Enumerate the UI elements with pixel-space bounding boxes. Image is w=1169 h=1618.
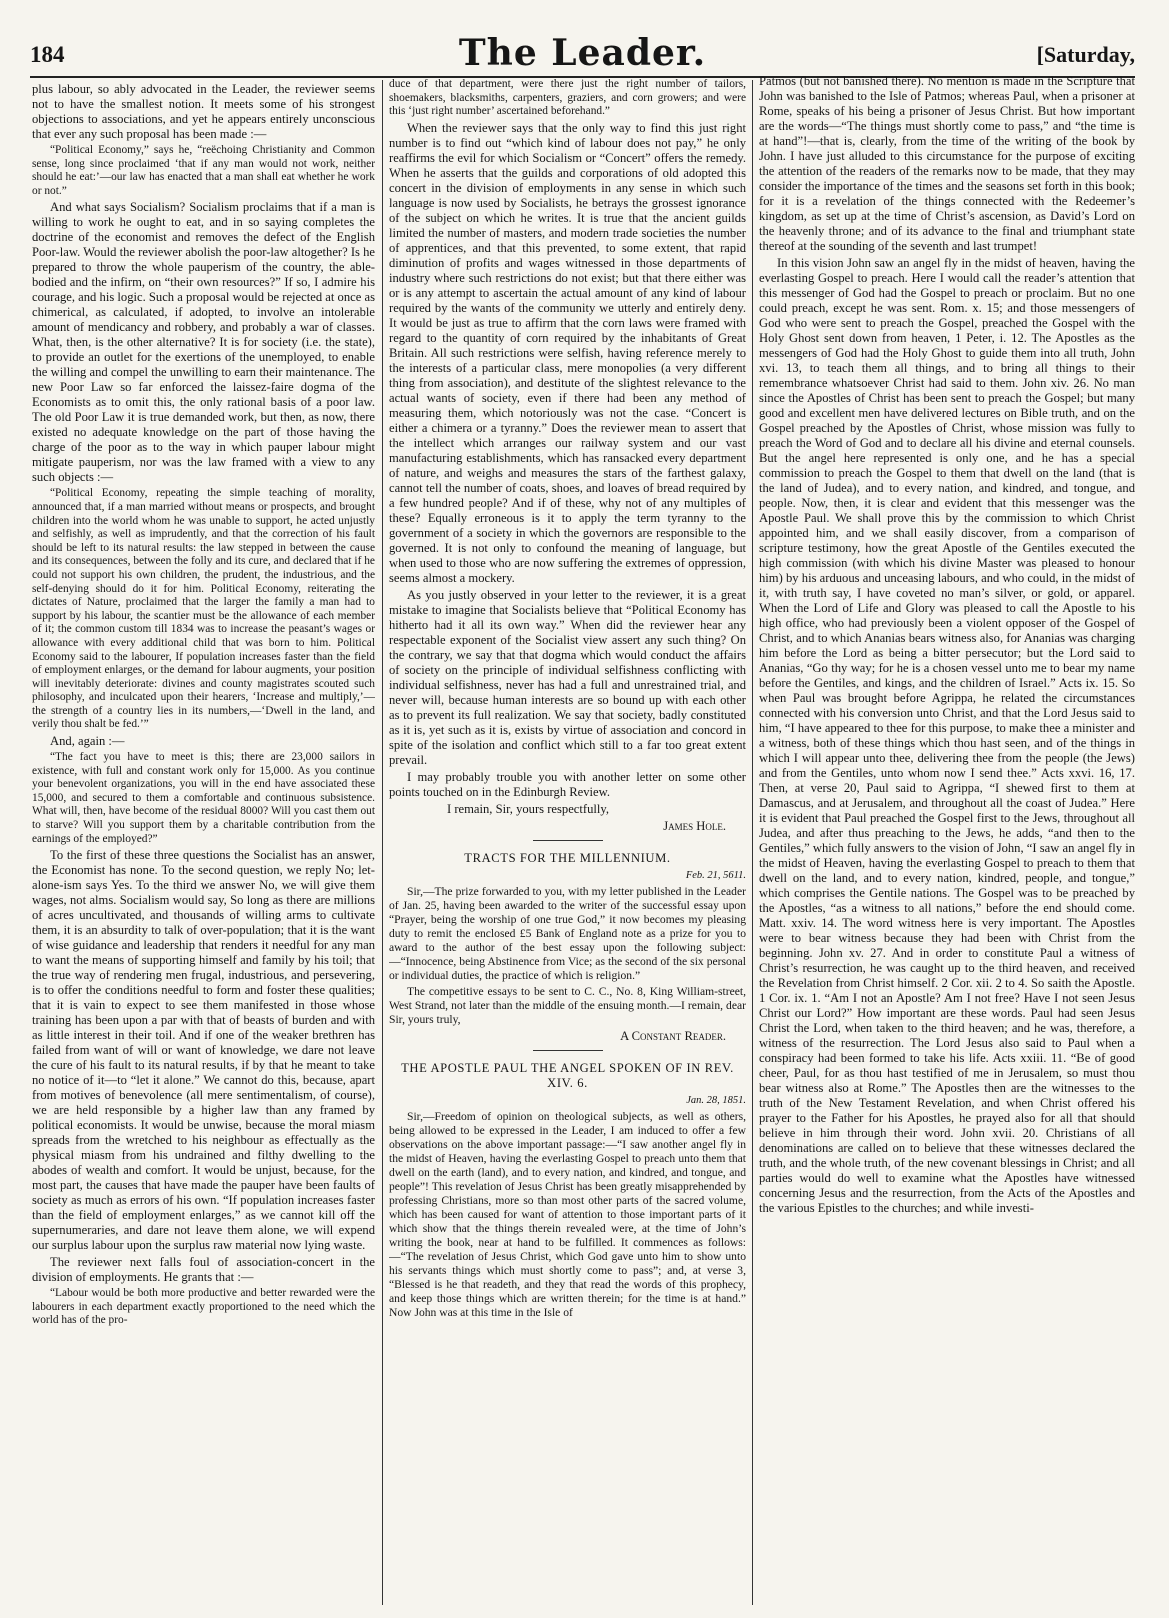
article-date: Feb. 21, 5611. <box>685 869 746 881</box>
column-3 <box>759 74 1135 1604</box>
column-1 <box>32 82 375 1602</box>
article-date: Jan. 28, 1851. <box>686 1094 746 1106</box>
paragraph: The competitive essays to be sent to C. C., No. 8, King William-street, West Strand, not later than the middle of the ensuing month.—I remain, dear Sir, yours truly, <box>389 984 746 1026</box>
paragraph: Sir,—The prize forwarded to you, with my letter published in the Leader of Jan. 25, having been awarded to the writer of the successful essay upon “Prayer, being the worship of one true God,” it now becomes my pleasing duty to remit the enclosed £5 Bank of England note as a prize for you to award to the author of the best essay upon the following subject:—“Innocence, being Abstinence from Vice; as the second of the six personal or individual duties, the practice of which is religion.” <box>389 884 746 982</box>
paragraph: When the reviewer says that the only way to find this just right number is to find out “which kind of labour does not pay,” he only reaffirms the evil for which Socialism or “Concert” offers the remedy. When he asserts that the guilds and corporations of old adopted this concert in the division of employments in any sense in which such language is now used by Socialists, he betrays the grossest ignorance of the subject on which he writes. It is true that the ancient guilds limited the number of masters, and modern trade societies the number of apprentices, and that this prevented, to some extent, that rapid diminution of profits and wages witnessed in those departments of industry where such restrictions do not exist; but that there either was or is any attempt to ascertain the actual amount of any kind of labour required by the wants of the community we utterly and entirely deny. It would be just as true to affirm that the corn laws were framed with regard to the quantity of corn required by the inhabitants of Great Britain. All such restrictions were selfish, having reference merely to the interests of a particular class, mere monopolies (a very different thing from association), and destitute of the slightest relevance to the actual wants of society, even if there had been any method of measuring them, which notoriously was not the case. “Concert is either a chimera or a tyranny.” Does the reviewer mean to assert that the intellect which arranges our railway system and our vast manufacturing establishments, which has ransacked every department of nature, and weighs and measures the stars of the farthest galaxy, cannot tell the number of coats, shoes, and loaves of bread required by a few hundred people? And if of these, why not of any multiples of these? Equally erroneous is it to apply the term tyranny to the government of a society in which the governors are responsible to the governed. It is not only to confound the meaning of language, but when used to those who are now suffering the extremes of oppression, seems almost a mockery. <box>389 120 746 585</box>
signature-constant-reader: A Constant Reader. <box>620 1028 726 1043</box>
paragraph: And what says Socialism? Socialism proclaims that if a man is willing to work he ought to eat, and in so saying completes the doctrine of the economist and removes the defect of the English Poor-law. Would the reviewer abolish the poor-law altogether? Is he prepared to throw the whole pauperism of the country, the able-bodied and the infirm, on “their own resources?” If so, I admire his courage, and his logic. Such a proposal would be rejected at once as chimerical, as calculated, if adopted, to involve an intolerable amount of mendicancy and robbery, and probably a war of classes. What, then, is the other alternative? It is for society (i.e. the state), to provide an outlet for the exertions of the unemployed, to enable the willing and compel the unwilling to earn their maintenance. The new Poor Law so far enforced the laissez-faire dogma of the Economists as to omit this, the only rational basis of a poor law. The old Poor Law it is true demanded work, but then, as now, there existed no adequate knowledge on the part of those having the charge of the poor as to the way in which pauper labour might mitigate pauperism, nor was the law framed with a view to any such objects :— <box>32 200 375 485</box>
section-separator <box>533 840 603 841</box>
paragraph: In this vision John saw an angel fly in the midst of heaven, having the everlasting Gospel to preach. Here I would call the reader’s attention that this messenger of God had the Gospel to preach or proclaim. But no one could preach, except he was sent. Rom. x. 15; and those messengers of God who were sent to preach the Gospel, preached the Gospel with the Holy Ghost sent down from heaven, 1 Peter, i. 12. The Apostles as the messengers of God had the Holy Ghost to guide them into all truth, John xvi. 13, to teach them all things, and to bring all things to their remembrance whatsoever Christ had said to them. John xiv. 26. No man since the Apostles of Christ has been sent to preach the Gospel; but many good and excellent men have delivered lectures on Bible truth, and on the Gospel preached by the Apostles of Christ, whose mission was fully to preach the Word of God and to declare all his divine and eternal counsels. But the angel here represented is only one, and he has a special commission to preach the Gospel to them that dwell on the land (that is the land of Judea), and to every nation, and kindred, and tongue, and people. Now, then, it is clear and evident that this messenger was the Apostle Paul. We shall prove this by the commission to which Christ appointed him, and we shall easily discover, from a comparison of scripture testimony, how the great Apostle of the Gentiles executed the high commission (with which his divine Master was pleased to honour him) by his arduous and unceasing labours, and who could, in the midst of it, with truth say, I have coveted no man’s silver, or gold, or apparel. When the Lord of Life and Glory was pleased to call the Apostle to his high office, who had previously been a violent opposer of the Gospel of Christ, and to which Ananias bears witness also, for Ananias was charging him before the Lord as being a bitter persecutor; but the Lord said to Ananias, “Go thy way; for he is a chosen vessel unto me to bear my name before the Gentiles, and kings, and the children of Israel.” Acts ix. 15. So when Paul was brought before Agrippa, he related the circumstances connected with his conversion unto Christ, and that the Lord Jesus said to him, “I have appeared to thee for this purpose, to make thee a minister and a witness, both of these things which thou hast seen, and of the things in which I will appear unto thee, delivering thee from the people (the Jews) and from the Gentiles, unto whom now I send thee.” Acts xxvi. 16, 17. Then, at verse 20, Paul said to Agrippa, “I shewed first to them at Damascus, and at Jerusalem, and throughout all the coast of Judea.” Here it is evident that Paul preached the Gospel first to the Jews, throughout all Judea, and after thus preaching to the Jews, he adds, “and then to the Gentiles,” which fully answers to the vision of John, “I saw an angel fly in the midst of Heaven, having the everlasting Gospel to preach to them that dwell on the land, and to every nation, kindred, people, and tongue,” which comprises the Gentile nations. The Gospel was to be preached by the Apostles, “as a witness to all nations,” before the end should come. Matt. xxiv. 14. The word witness here is very important. The Apostles were to bear witness because they had been with Christ from the beginning. John xv. 27. And in order to constitute Paul a witness of Christ’s resurrection, he was caught up to the third heaven, and received the Revelation from Christ himself. 2 Cor. xii. 2 to 4. So saith the Apostle. 1 Cor. ix. 1. “Am I not an Apostle? Am I not free? Have I not seen Jesus Christ our Lord?” How important are these words. Paul had seen Jesus Christ the Lord, when taken to the third heaven; and he was, therefore, a witness of the resurrection. The Lord Jesus also said to Paul when a conspiracy had been formed to take his life. Acts xxiii. 11. “Be of good cheer, Paul, for as thou hast testified of me in Jerusalem, so must thou bear witness also at Rome.” The Apostles then are the witnesses to the truth of the New Testament Revelation, and when Christ offered his prayer to the Father for his Apostles, he prayed also for all that should believe in him through their word. John xvii. 20. Christians of all denominations are called on to believe that these witnesses declared the truth, and the whole truth, of the new covenant blessings in Christ; and all parties would do well to examine what the Apostles have witnessed concerning Jesus and the resurrection, from the Acts of the Apostles and the various Epistles to the churches; and while investi- <box>759 256 1135 1215</box>
quoted-paragraph: “The fact you have to meet is this; there are 23,000 sailors in existence, with full and constant work only for 15,000. As you continue your benevolent organizations, you will in the end have associated these 15,000, and secured to them a comfortable and continuous subsistence. What will, then, have become of the residual 8000? Will you cast them out to starve? Will you support them by a charitable contribution from the earnings of the employed?” <box>32 751 375 845</box>
article-heading-tracts: TRACTS FOR THE MILLENNIUM. <box>464 850 671 865</box>
column-2 <box>389 78 746 1604</box>
article-heading-apostle-paul: THE APOSTLE PAUL THE ANGEL SPOKEN OF IN REV. XIV. 6. <box>401 1060 734 1090</box>
masthead-title: The Leader. <box>458 32 707 74</box>
column-divider <box>752 80 753 1605</box>
paragraph: Sir,—Freedom of opinion on theological subjects, as well as others, being allowed to be expressed in the Leader, I am induced to offer a few observations on the above important passage:—“I saw another angel fly in the midst of Heaven, having the everlasting Gospel to preach unto them that dwell on the earth (land), and to every nation, and kindred, and tongue, and people”! This revelation of Jesus Christ has been greatly misapprehended by professing Christians, more so than most other parts of the sacred volume, which has been caused for want of attention to those important parts of it which show that the things therein revealed were, at the time of John’s writing the book, near at hand to be fulfilled. It commences as follows:—“The revelation of Jesus Christ, which God gave unto him to show unto his servants things which must shortly come to pass”; and, at verse 3, “Blessed is he that readeth, and they that read the words of this prophecy, and keep those things which are written therein; for the time is at hand.” Now John was at this time in the Isle of <box>389 1109 746 1319</box>
paragraph: plus labour, so ably advocated in the Leader, the reviewer seems not to have the smallest notion. It meets some of his strongest objections to associations, and yet he appears entirely unconscious that ever any such proposal has been made :— <box>32 82 375 141</box>
page-header <box>30 30 1135 76</box>
paragraph: And, again :— <box>50 734 125 749</box>
quoted-paragraph: “Labour would be both more productive and better rewarded were the labourers in each department exactly proportioned to the need which the world has of the pro- <box>32 1287 375 1327</box>
signature-james-hole: James Hole. <box>663 818 726 833</box>
paragraph: Patmos (but not banished there). No mention is made in the Scripture that John was banished to the Isle of Patmos; whereas Paul, when a prisoner at Rome, speaks of his being a prisoner of Jesus Christ. But how important are the words—“The things must shortly come to pass,” and “the time is at hand”!—that is, clearly, from the time of the writing of the book by John. I have just alluded to this circumstance for the purpose of exciting the attention of the readers of the remarks now to be made, that they may consider the importance of the times and the seasons set forth in this book; for it is a revelation of the things connected with the Redeemer’s kingdom, as set up at the time of Christ’s ascension, as David’s Lord on the heavenly throne; and of its advance to the final and triumphant state thereof at the sounding of the seventh and last trumpet! <box>759 74 1135 253</box>
paragraph: I may probably trouble you with another letter on some other points touched on in the Edinburgh Review. <box>389 769 746 799</box>
paragraph: The reviewer next falls foul of association-concert in the division of employments. He grants that :— <box>32 1255 375 1285</box>
page-number: 184 <box>30 42 65 67</box>
paragraph: To the first of these three questions the Socialist has an answer, the Economist has none. To the second question, we reply No; let-alone-ism says Yes. To the third we answer No, we will give them wages, not alms. Socialism would say, So long as there are millions of acres uncultivated, and thousands of willing arms to cultivate them, it is an absurdity to talk of over-population; that it is the want of wise guidance and leadership that renders it needful for any man to want the means of supporting himself and family by his toil; that the true way of rendering men frugal, industrious, and persevering, is to offer the conditions needful to form and foster these qualities; that it is vain to expect to see them manifested in those whose training has been upon a par with that of beasts of burden and with as little interest in their toil. And if one of the weaker brethren has failed from want of will or want of knowledge, we dare not leave the cure of his fault to its natural results, if by that he meant to take no notice of it—to “let it alone.” We cannot do this, because, apart from motives of benevolence (all mere sentimentalism, of course), we are held responsible by a higher law than any framed by political economists. It would be unwise, because the moral miasm spreads from the wretched to his neighbour as effectually as the physical miasm from his undrained and filthy dwelling to the abodes of wealth and comfort. It would be unjust, because, for the most part, the causes that have made the pauper have been faults of society as much as errors of his own. “If population increases faster than the field of employment enlarges,” as we cannot kill off the supernumeraries, and dare not leave them alone, we will expend our surplus labour upon the surplus raw material now lying waste. <box>32 848 375 1253</box>
quoted-paragraph: “Political Economy,” says he, “reëchoing Christianity and Common sense, long since proclaimed ‘that if any man would not work, neither should he eat:’—our law has enacted that a man shall eat whether he work or not.” <box>32 144 375 197</box>
quoted-paragraph: “Political Economy, repeating the simple teaching of morality, announced that, if a man married without means or prospects, and brought children into the world whom he was unable to support, he acted unjustly and selfishly, as well as imprudently, and that the correction of his fault should be left to its natural results: the law stepped in between the cause and its consequences, between the folly and its cure, and declared that if he could not support his own children, the prudent, the industrious, and the self-denying should do it for him. Political Economy, reiterating the dictates of Nature, proclaimed that the larger the family a man had to support by his labour, the scantier must be the allowance of each member of it; the common custom till 1834 was to increase the peasant’s wages or allowance with every additional child that was born to him. Political Economy said to the labourer, If population increases faster than the field of employment enlarges, or the demand for labour augments, your position will inevitably deteriorate: divines and county magistrates scouted such philosophy, and inculcated upon their hearers, ‘Increase and multiply,’—the strength of a country lies in its numbers,—‘Dwell in the land, and verily thou shalt be fed.’” <box>32 487 375 731</box>
paragraph: As you justly observed in your letter to the reviewer, it is a great mistake to imagine that Socialists believe that “Political Economy has hitherto had it all its own way.” When did the reviewer hear any respectable exponent of the Socialist view assert any such thing? On the contrary, we say that that dogma which would conduct the affairs of society on the principle of individual selfishness conflicting with individual selfishness, never has had a full and unrestrained trial, and never will, because human interests are so bound up with each other as to prevent its full realization. We say that society, badly constituted as it is, yet such as it is, exists by virtue of association and concord in spite of the isolation and conflict which still to a far too great extent prevail. <box>389 587 746 767</box>
section-separator <box>533 1050 603 1051</box>
issue-day: [Saturday, <box>1036 42 1135 67</box>
quoted-paragraph: duce of that department, were there just the right number of tailors, shoemakers, blacksmiths, carpenters, graziers, and corn growers; and were this ‘just right number’ ascertained beforehand.” <box>389 78 746 118</box>
closing-line: I remain, Sir, yours respectfully, <box>447 801 610 816</box>
column-divider <box>382 80 383 1605</box>
